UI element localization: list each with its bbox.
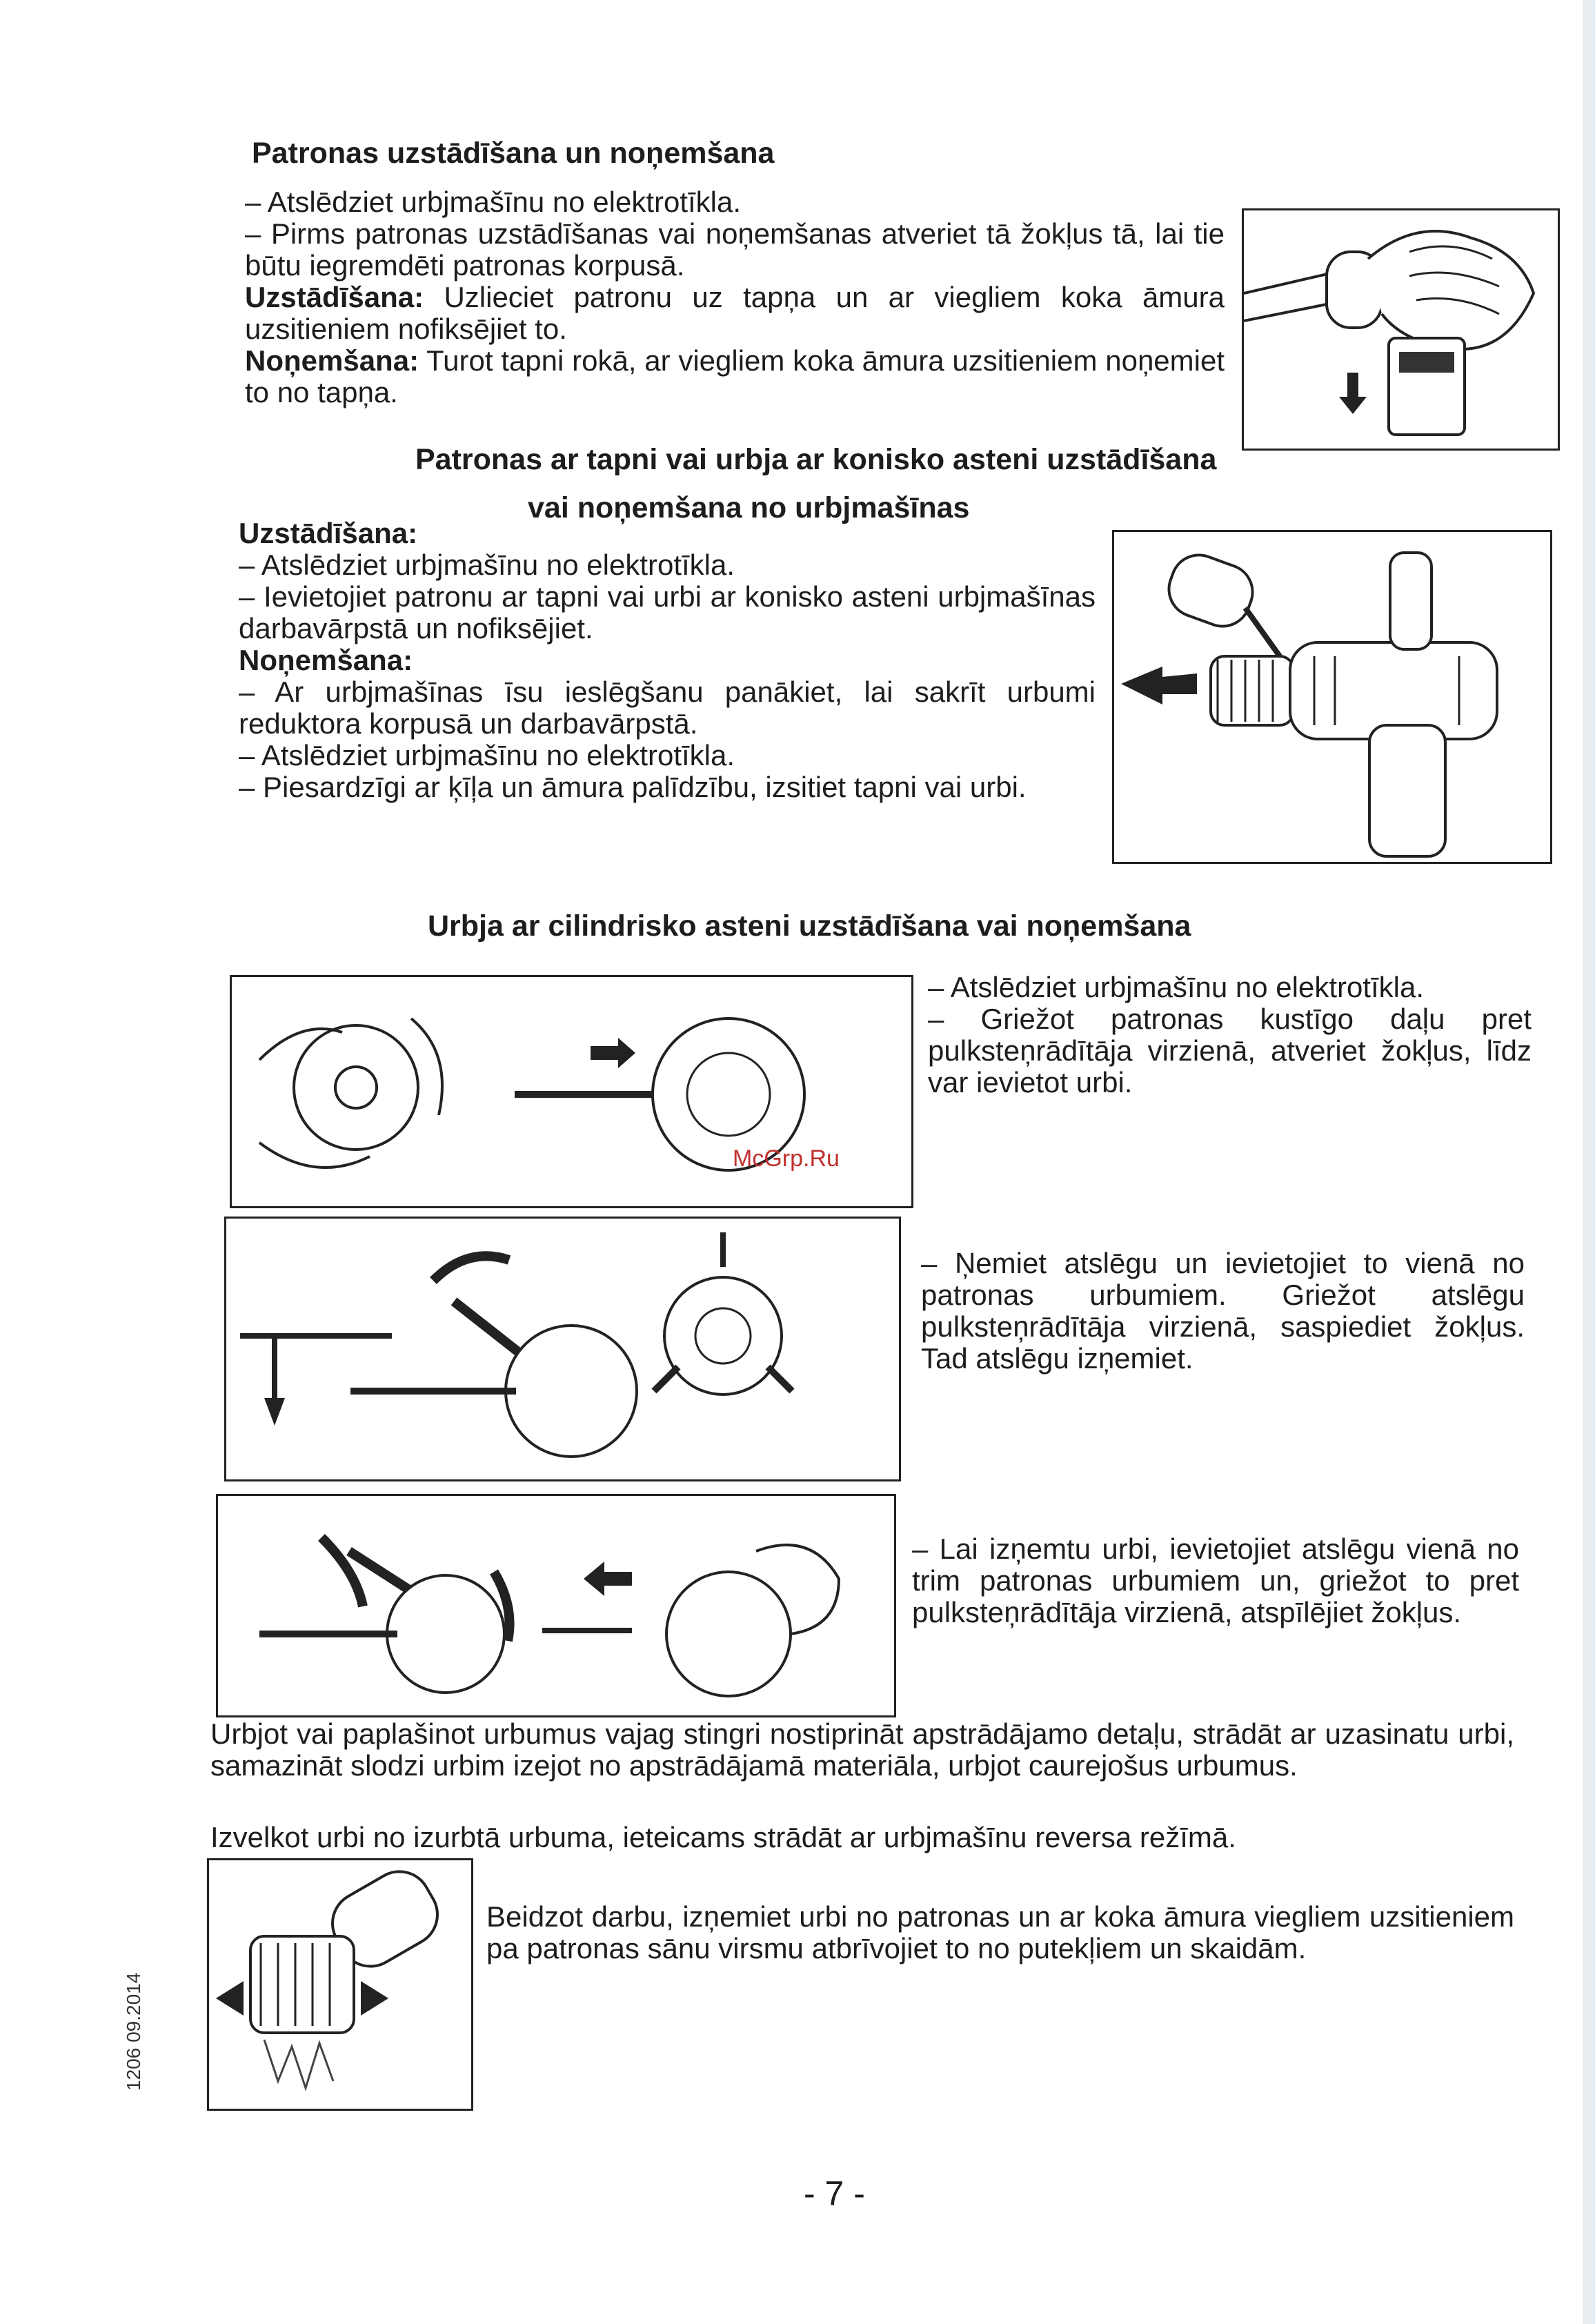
- page-number: - 7 -: [804, 2174, 865, 2213]
- watermark: McGrp.Ru: [733, 1145, 840, 1172]
- section3-step3: – Lai izņemtu urbi, ievietojiet atslēgu vienā no trim patronas urbumiem un, griežot to pret pulksteņrādītāja virzienā, atspīlējiet žokļus.: [912, 1533, 1519, 1628]
- key-loosen-illustration: [218, 1496, 894, 1715]
- section1-line-2: – Pirms patronas uzstādīšanas vai noņemšanas atveriet tā žokļus tā, lai tie būtu iegremdēti patronas korpusā.: [245, 217, 1225, 282]
- figure-key-tighten: [224, 1217, 901, 1481]
- section1-remove: [245, 345, 1225, 408]
- figure-drill-chuck: [1112, 530, 1552, 864]
- section2-install-label: Uzstādīšana:: [239, 517, 418, 549]
- install-text: Uzlieciet patronu uz tapņa un ar viegliem koka āmura uzsitieniem nofiksējiet to.: [245, 281, 1225, 345]
- section2-remove-line-3: – Piesardzīgi ar ķīļa un āmura palīdzību, izsitiet tapni vai urbi.: [239, 771, 1027, 803]
- figure-chuck-hammer: [1242, 208, 1560, 451]
- section2-install-line-2: – Ievietojiet patronu ar tapni vai urbi ar konisko asteni urbjmašīnas darbavārpstā un nofiksējiet.: [239, 580, 1096, 644]
- footer-para-2: Izvelkot urbi no izurbtā urbuma, ieteicams strādāt ar urbjmašīnu reversa režīmā.: [210, 1821, 1236, 1853]
- section3-step2: – Ņemiet atslēgu un ievietojiet to vienā no patronas urbumiem. Griežot atslēgu pulksteņrādītāja virzienā, saspiediet žokļus. Tad atslēgu izņemiet.: [921, 1247, 1525, 1375]
- section3-title: Urbja ar cilindrisko asteni uzstādīšana vai noņemšana: [428, 909, 1191, 943]
- chuck-hammer-illustration: [1244, 210, 1558, 449]
- section2-title-line2: vai noņemšana no urbjmašīnas: [528, 491, 970, 524]
- figure-key-loosen: [216, 1494, 896, 1717]
- remove-label: Noņemšana:: [245, 344, 419, 377]
- key-tighten-illustration: [226, 1219, 899, 1479]
- section2-remove-line-1: – Ar urbjmašīnas īsu ieslēgšanu panākiet, lai sakrīt urbumi reduktora korpusā un darbavārpstā.: [239, 676, 1096, 740]
- footer-para-3: Beidzot darbu, izņemiet urbi no patronas un ar koka āmura viegliem uzsitieniem pa patronas sānu virsmu atbrīvojiet to no putekļiem un skaidām.: [486, 1900, 1514, 1964]
- drill-illustration: [1114, 532, 1550, 862]
- footer-para-1: Urbjot vai paplašinot urbumus vajag stingri nostiprināt apstrādājamo detaļu, strādāt ar uzasinatu urbi, samazināt slodzi urbim izejot no apstrādājamā materiāla, urbjot caurejošus urbumus.: [210, 1717, 1514, 1782]
- section1-install: [245, 282, 1225, 345]
- section2-install-line-1: – Atslēdziet urbjmašīnu no elektrotīkla.: [239, 549, 735, 581]
- section2-title-line1: Patronas ar tapni vai urbja ar konisko asteni uzstādīšana: [415, 443, 1217, 476]
- install-label: Uzstādīšana:: [245, 281, 424, 313]
- section1-body: [245, 186, 1225, 408]
- figure-open-chuck: [230, 975, 913, 1208]
- section3-step1: – Atslēdziet urbjmašīnu no elektrotīkla. – Griežot patronas kustīgo daļu pret pulksteņrādītāja virzienā, atveriet žokļus, līdz var ievietot urbi.: [928, 971, 1532, 1099]
- clean-chuck-illustration: [209, 1860, 471, 2109]
- document-code: 1206 09.2014: [123, 1972, 144, 2091]
- remove-text: Turot tapni rokā, ar viegliem koka āmura uzsitieniem noņemiet to no tapņa.: [245, 344, 1225, 408]
- section2-remove-label: Noņemšana:: [239, 644, 413, 676]
- section1-title: Patronas uzstādīšana un noņemšana: [252, 137, 775, 170]
- section2-body: [239, 518, 1096, 803]
- page-edge: [1583, 0, 1595, 2324]
- figure-clean-chuck: [207, 1858, 473, 2111]
- section1-line-1: – Atslēdziet urbjmašīnu no elektrotīkla.: [245, 186, 742, 218]
- section2-remove-line-2: – Atslēdziet urbjmašīnu no elektrotīkla.: [239, 739, 735, 771]
